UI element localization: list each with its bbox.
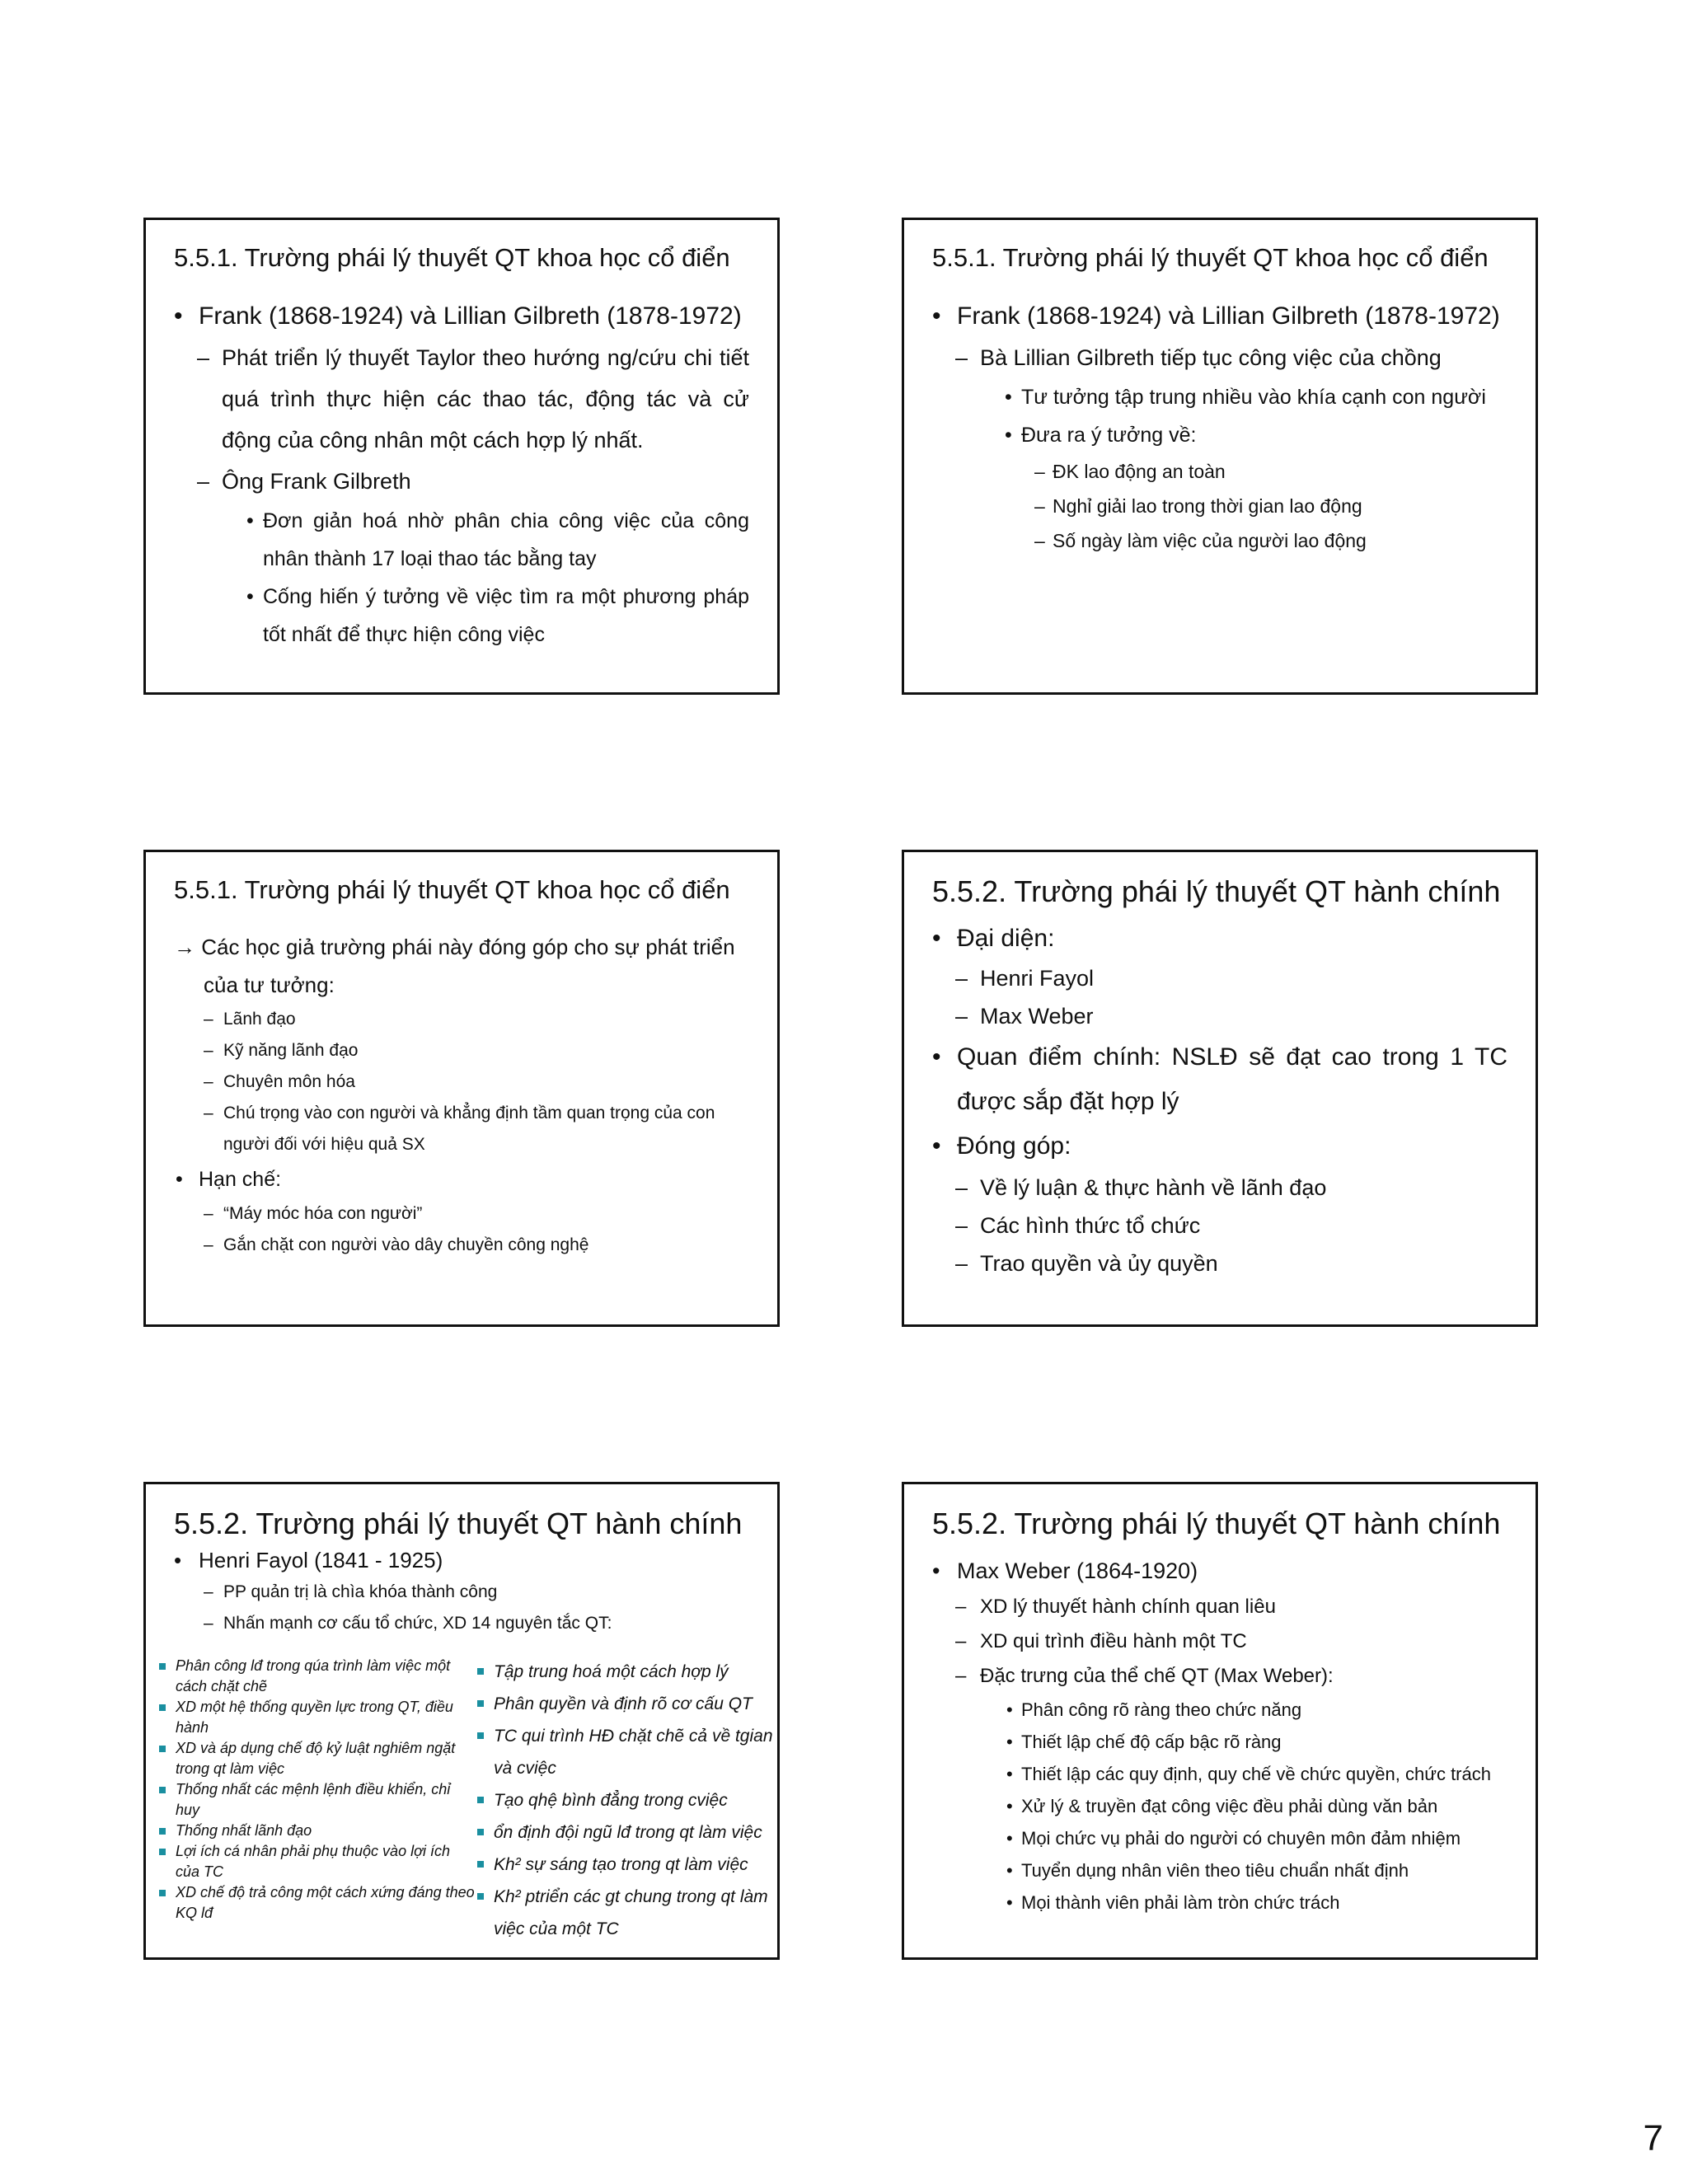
- slide-5: [143, 1482, 780, 1960]
- point: • Cống hiến ý tưởng về việc tìm ra một phương pháp tốt nhất để thực hiện công việc: [174, 578, 749, 654]
- slide-3: [143, 850, 780, 1327]
- principles-left: [157, 1656, 475, 1924]
- principles-right: [476, 1656, 781, 1945]
- principle-item: XD và áp dụng chế độ kỷ luật nghiêm ngặt trong qt làm việc: [157, 1738, 475, 1779]
- sub-point: – Số ngày làm việc của người lao động: [932, 523, 1511, 558]
- slide-title: 5.5.1. Trường phái lý thuyết QT khoa học cổ điển: [174, 875, 730, 904]
- slide-6: [902, 1482, 1538, 1960]
- point: • Tuyển dụng nhân viên theo tiêu chuẩn nhất định: [932, 1854, 1511, 1886]
- sub-bullet: – Về lý luận & thực hành về lãnh đạo: [932, 1169, 1511, 1207]
- point: • Mọi thành viên phải làm tròn chức trách: [932, 1886, 1511, 1919]
- bullet: • Quan điểm chính: NSLĐ sẽ đạt cao trong 1 TC được sắp đặt hợp lý: [932, 1035, 1507, 1124]
- principle-item: Thống nhất các mệnh lệnh điều khiển, chỉ huy: [157, 1779, 475, 1821]
- principle-item: Lợi ích cá nhân phải phụ thuộc vào lợi ích của TC: [157, 1841, 475, 1882]
- slide-title: 5.5.2. Trường phái lý thuyết QT hành chính: [932, 1507, 1501, 1540]
- sub-bullet: – Max Weber: [932, 997, 1511, 1035]
- bullet: [174, 296, 753, 337]
- sub-bullet: – Lãnh đạo: [174, 1004, 753, 1035]
- principle-item: Tạo qhệ bình đẳng trong cviệc: [476, 1784, 781, 1816]
- principle-item: Tập trung hoá một cách hợp lý: [476, 1656, 781, 1688]
- sub-bullet: – PP quản trị là chìa khóa thành công: [174, 1577, 753, 1608]
- principle-item: Phân công lđ trong qúa trình làm việc một cách chặt chẽ: [157, 1656, 475, 1697]
- sub-bullet: – “Máy móc hóa con người”: [174, 1198, 753, 1230]
- sub-bullet: – Ông Frank Gilbreth: [174, 461, 749, 502]
- bullet: • Frank (1868-1924) và Lillian Gilbreth (1878-1972): [932, 296, 1511, 337]
- principle-item: Thống nhất lãnh đạo: [157, 1821, 475, 1841]
- bullet: • Đóng góp:: [932, 1124, 1507, 1169]
- point: • Tư tưởng tập trung nhiều vào khía cạnh con người: [932, 378, 1511, 416]
- point: • Đơn giản hoá nhờ phân chia công việc của công nhân thành 17 loại thao tác bằng tay: [174, 502, 749, 578]
- slide-1: [143, 218, 780, 695]
- sub-point: – Nghỉ giải lao trong thời gian lao động: [932, 489, 1511, 523]
- point: • Thiết lập chế độ cấp bậc rõ ràng: [932, 1726, 1511, 1758]
- sub-bullet: – Trao quyền và ủy quyền: [932, 1244, 1511, 1282]
- point: • Đưa ra ý tưởng về:: [932, 416, 1511, 454]
- sub-bullet: – Chuyên môn hóa: [174, 1066, 753, 1098]
- page-number: 7: [1643, 2118, 1663, 2158]
- principle-item: Kh² sự sáng tạo trong qt làm việc: [476, 1849, 781, 1881]
- point: • Thiết lập các quy định, quy chế về chức quyền, chức trách: [932, 1758, 1511, 1790]
- point: • Mọi chức vụ phải do người có chuyên môn đảm nhiệm: [932, 1822, 1511, 1854]
- sub-point: – ĐK lao động an toàn: [932, 454, 1511, 489]
- sub-bullet: – Gắn chặt con người vào dây chuyền công nghệ: [174, 1230, 753, 1261]
- sub-bullet: – Các hình thức tổ chức: [932, 1207, 1511, 1244]
- bullet: • Đại diện:: [932, 918, 1511, 959]
- bullet: • Henri Fayol (1841 - 1925): [174, 1544, 753, 1577]
- sub-bullet: – Nhấn mạnh cơ cấu tổ chức, XD 14 nguyên tắc QT:: [174, 1608, 753, 1639]
- sub-bullet: – XD qui trình điều hành một TC: [932, 1624, 1511, 1659]
- principle-item: Kh² ptriển các gt chung trong qt làm việc của một TC: [476, 1881, 781, 1945]
- slide-title: 5.5.2. Trường phái lý thuyết QT hành chính: [174, 1507, 743, 1540]
- sub-bullet: – Kỹ năng lãnh đạo: [174, 1035, 753, 1066]
- slide-title: 5.5.1. Trường phái lý thuyết QT khoa học cổ điển: [174, 243, 730, 272]
- slide-2: [902, 218, 1538, 695]
- sub-bullet: – Phát triển lý thuyết Taylor theo hướng ng/cứu chi tiết quá trình thực hiện các thao tác, động tác và cử động của công nhân một cách hợp lý nhất.: [174, 337, 749, 461]
- principle-item: ổn định đội ngũ lđ trong qt làm việc: [476, 1816, 781, 1849]
- sub-bullet: – Chú trọng vào con người và khẳng định tầm quan trọng của con người đối với hiệu quả SX: [174, 1098, 753, 1160]
- sub-bullet: – XD lý thuyết hành chính quan liêu: [932, 1590, 1511, 1624]
- sub-bullet: – Bà Lillian Gilbreth tiếp tục công việc của chồng: [932, 337, 1511, 378]
- principle-item: Phân quyền và định rõ cơ cấu QT: [476, 1688, 781, 1720]
- principle-item: XD một hệ thống quyền lực trong QT, điều hành: [157, 1697, 475, 1738]
- sub-bullet: – Đặc trưng của thể chế QT (Max Weber):: [932, 1659, 1511, 1694]
- sub-bullet: – Henri Fayol: [932, 959, 1511, 997]
- point: • Xử lý & truyền đạt công việc đều phải dùng văn bản: [932, 1790, 1511, 1822]
- bullet-text: Frank (1868-1924) và Lillian Gilbreth (1878-1972): [199, 302, 742, 330]
- slide-title: 5.5.2. Trường phái lý thuyết QT hành chính: [932, 874, 1501, 908]
- bullet: • Max Weber (1864-1920): [932, 1552, 1511, 1590]
- slide-4: [902, 850, 1538, 1327]
- point: • Phân công rõ ràng theo chức năng: [932, 1694, 1511, 1726]
- intro-text: → Các học giả trường phái này đóng góp cho sự phát triển của tư tưởng:: [174, 935, 735, 997]
- principle-item: TC qui trình HĐ chặt chẽ cả về tgian và cviệc: [476, 1720, 781, 1784]
- bullet: • Hạn chế:: [174, 1160, 753, 1198]
- principle-item: XD chế độ trả công một cách xứng đáng theo KQ lđ: [157, 1882, 475, 1924]
- slide-title: 5.5.1. Trường phái lý thuyết QT khoa học cổ điển: [932, 243, 1489, 272]
